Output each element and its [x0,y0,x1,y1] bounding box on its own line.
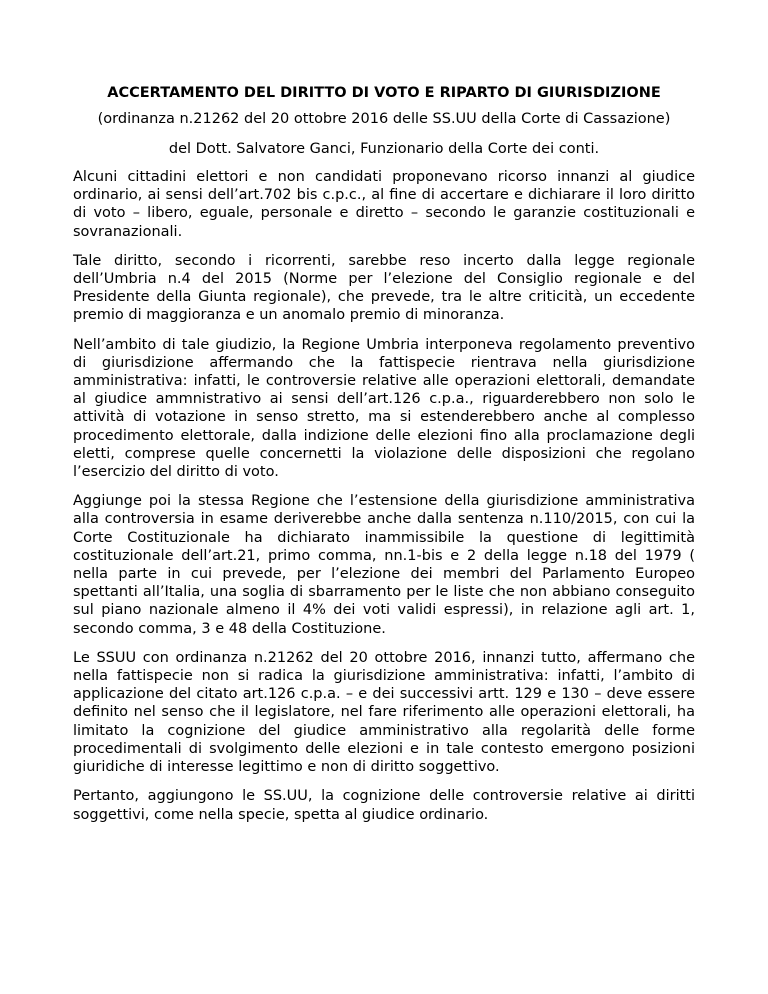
paragraph-5: Le SSUU con ordinanza n.21262 del 20 ottobre 2016, innanzi tutto, affermano che nella fattispecie non si radica la giurisdizione amministrativa: infatti, l’ambito di applicazione del citato art.126 c.p.a. – e dei successivi artt. 129 e 130 – deve essere definito nel senso che il legislatore, nel fare riferimento alle operazioni elettorali, ha limitato la cognizione del giudice amministrativo alla regolarità delle forme procedimentali di svolgimento delle elezioni e in tale contesto emergono posizioni giuridiche di interesse legittimo e non di diritto soggettivo. [73,649,695,776]
paragraph-4: Aggiunge poi la stessa Regione che l’estensione della giurisdizione amministrativa alla controversia in esame deriverebbe anche dalla sentenza n.110/2015, con cui la Corte Costituzionale ha dichiarato inammissibile la questione di legittimità costituzionale dell’art.21, primo comma, nn.1-bis e 2 della legge n.18 del 1979 ( nella parte in cui prevede, per l’elezione dei membri del Parlamento Europeo spettanti all’Italia, una soglia di sbarramento per le liste che non abbiano conseguito sul piano nazionale almeno il 4% dei voti validi espressi), in relazione agli art. 1, secondo comma, 3 e 48 della Costituzione. [73,493,695,637]
paragraph-3: Nell’ambito di tale giudizio, la Regione Umbria interponeva regolamento preventivo di giurisdizione affermando che la fattispecie rientrava nella giurisdizione amministrativa: infatti, le controversie relative alle operazioni elettorali, demandate al giudice ammnistrativo ai sensi dell’art.126 c.p.a., riguarderebbero non solo le attività di votazione in senso stretto, ma si estenderebbero anche al complesso procedimento elettorale, dalla indizione delle elezioni fino alla proclamazione degli eletti, comprese quelle concernetti la violazione delle disposizioni che regolano l’esercizio del diritto di voto. [73,336,695,481]
paragraph-1: Alcuni cittadini elettori e non candidati proponevano ricorso innanzi al giudice ordinario, ai sensi dell’art.702 bis c.p.c., al fine di accertare e dichiarare il loro diritto di voto – libero, eguale, personale e diretto – secondo le garanzie costituzionali e sovranazionali. [73,169,695,240]
paragraph-6: Pertanto, aggiungono le SS.UU, la cognizione delle controversie relative ai diritti soggettivi, come nella specie, spetta al giudice ordinario. [73,788,695,823]
document-title: ACCERTAMENTO DEL DIRITTO DI VOTO E RIPARTO DI GIURISDIZIONE [107,85,661,101]
paragraph-2: Tale diritto, secondo i ricorrenti, sarebbe reso incerto dalla legge regionale dell’Umbria n.4 del 2015 (Norme per l’elezione del Consiglio regionale e del Presidente della Giunta regionale), che prevede, tra le altre criticità, un eccedente premio di maggioranza e un anomalo premio di minoranza. [73,252,695,324]
document-page [73,84,695,835]
document-subtitle: (ordinanza n.21262 del 20 ottobre 2016 delle SS.UU della Corte di Cassazione) [97,111,671,127]
document-author: del Dott. Salvatore Ganci, Funzionario della Corte dei conti. [168,141,600,157]
